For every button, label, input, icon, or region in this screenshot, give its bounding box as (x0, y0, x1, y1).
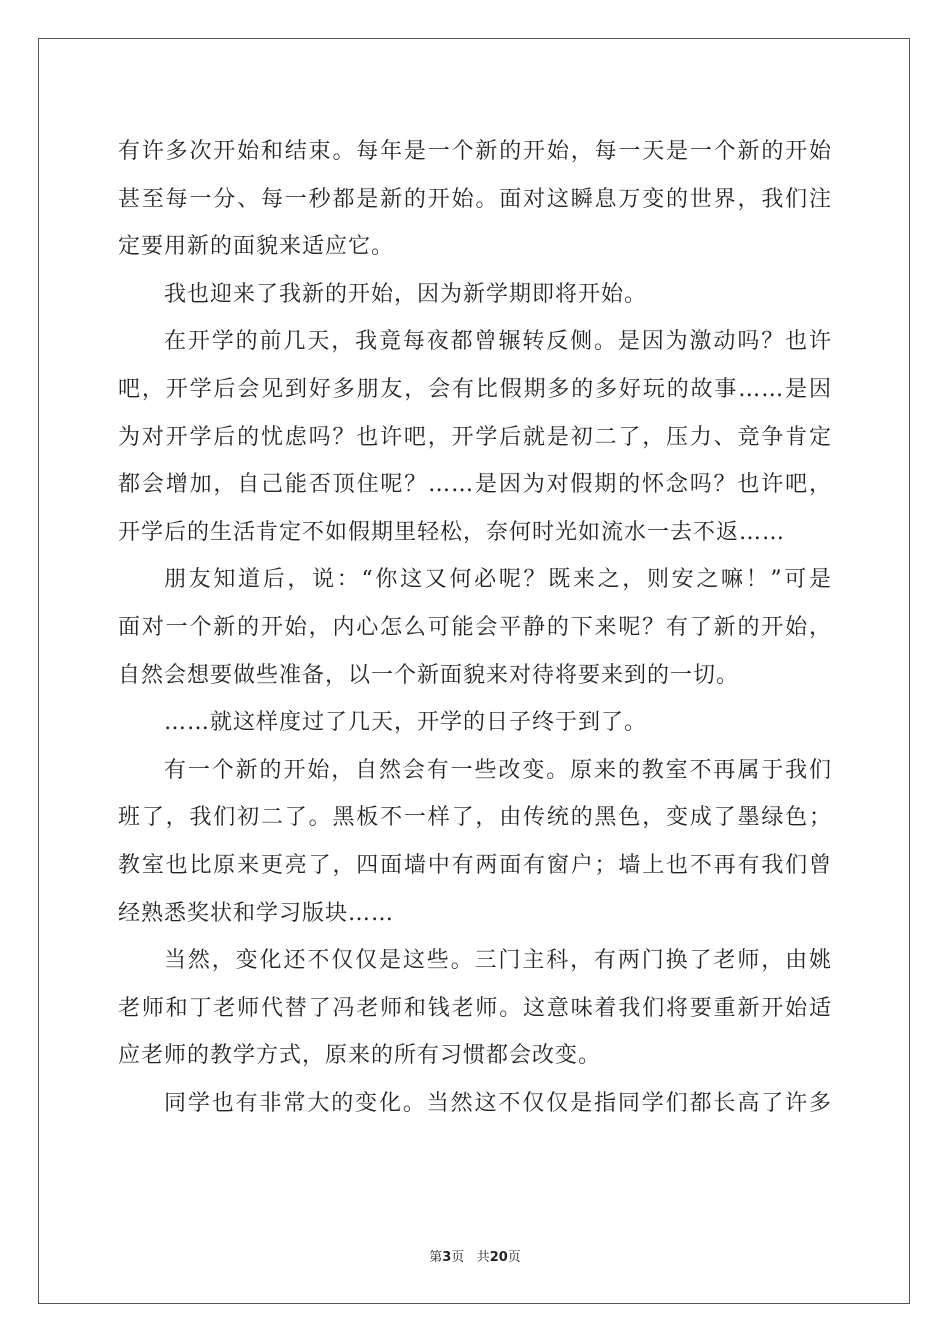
total-pages: 20 (489, 1250, 508, 1265)
text-line: 自然会想要做些准备，以一个新面貌来对待将要来到的一切。 (118, 662, 740, 688)
text-line: 当然，变化还不仅仅是这些。三门主科，有两门换了老师，由姚 (164, 948, 832, 974)
page-prefix: 第 (429, 1250, 443, 1265)
text-line: 都会增加，自己能否顶住呢？……是因为对假期的怀念吗？也许吧， (118, 472, 832, 498)
text-line: 吧，开学后会见到好多朋友，会有比假期多的多好玩的故事……是因 (118, 376, 832, 402)
text-line: 应老师的教学方式，原来的所有习惯都会改变。 (118, 1043, 602, 1069)
text-line: 定要用新的面貌来适应它。 (118, 234, 395, 260)
text-line: 有许多次开始和结束。每年是一个新的开始，每一天是一个新的开始 (118, 139, 832, 164)
text-line: 老师和丁老师代替了冯老师和钱老师。这意味着我们将要重新开始适 (118, 995, 832, 1021)
text-line: 教室也比原来更亮了，四面墙中有两面有窗户；墙上也不再有我们曾 (118, 852, 832, 878)
page-footer (0, 1246, 950, 1265)
text-line: 面对一个新的开始，内心怎么可能会平静的下来呢？有了新的开始， (118, 614, 832, 640)
text-line: 在开学的前几天，我竟每夜都曾辗转反侧。是因为激动吗？也许 (164, 329, 832, 355)
page-suffix: 页 (451, 1250, 465, 1265)
total-suffix: 页 (507, 1250, 521, 1265)
text-line: 经熟悉奖状和学习版块…… (118, 900, 395, 926)
text-line: ……就这样度过了几天，开学的日子终于到了。 (164, 710, 648, 736)
text-line: 开学后的生活肯定不如假期里轻松，奈何时光如流水一去不返…… (118, 519, 786, 545)
document-body (118, 128, 832, 1127)
text-line: 我也迎来了我新的开始，因为新学期即将开始。 (164, 281, 648, 307)
text-line: 朋友知道后，说：“你这又何必呢？既来之，则安之嘛！”可是 (164, 567, 832, 593)
page-number: 3 (442, 1250, 452, 1265)
text-line: 同学也有非常大的变化。当然这不仅仅是指同学们都长高了许多 (164, 1090, 832, 1116)
text-line: 有一个新的开始，自然会有一些改变。原来的教室不再属于我们 (164, 757, 832, 783)
text-line: 班了，我们初二了。黑板不一样了，由传统的黑色，变成了墨绿色； (118, 805, 832, 831)
text-line: 为对开学后的忧虑吗？也许吧，开学后就是初二了，压力、竞争肯定 (118, 424, 832, 450)
text-line: 甚至每一分、每一秒都是新的开始。面对这瞬息万变的世界，我们注 (118, 186, 832, 212)
total-prefix: 共 (476, 1250, 490, 1265)
